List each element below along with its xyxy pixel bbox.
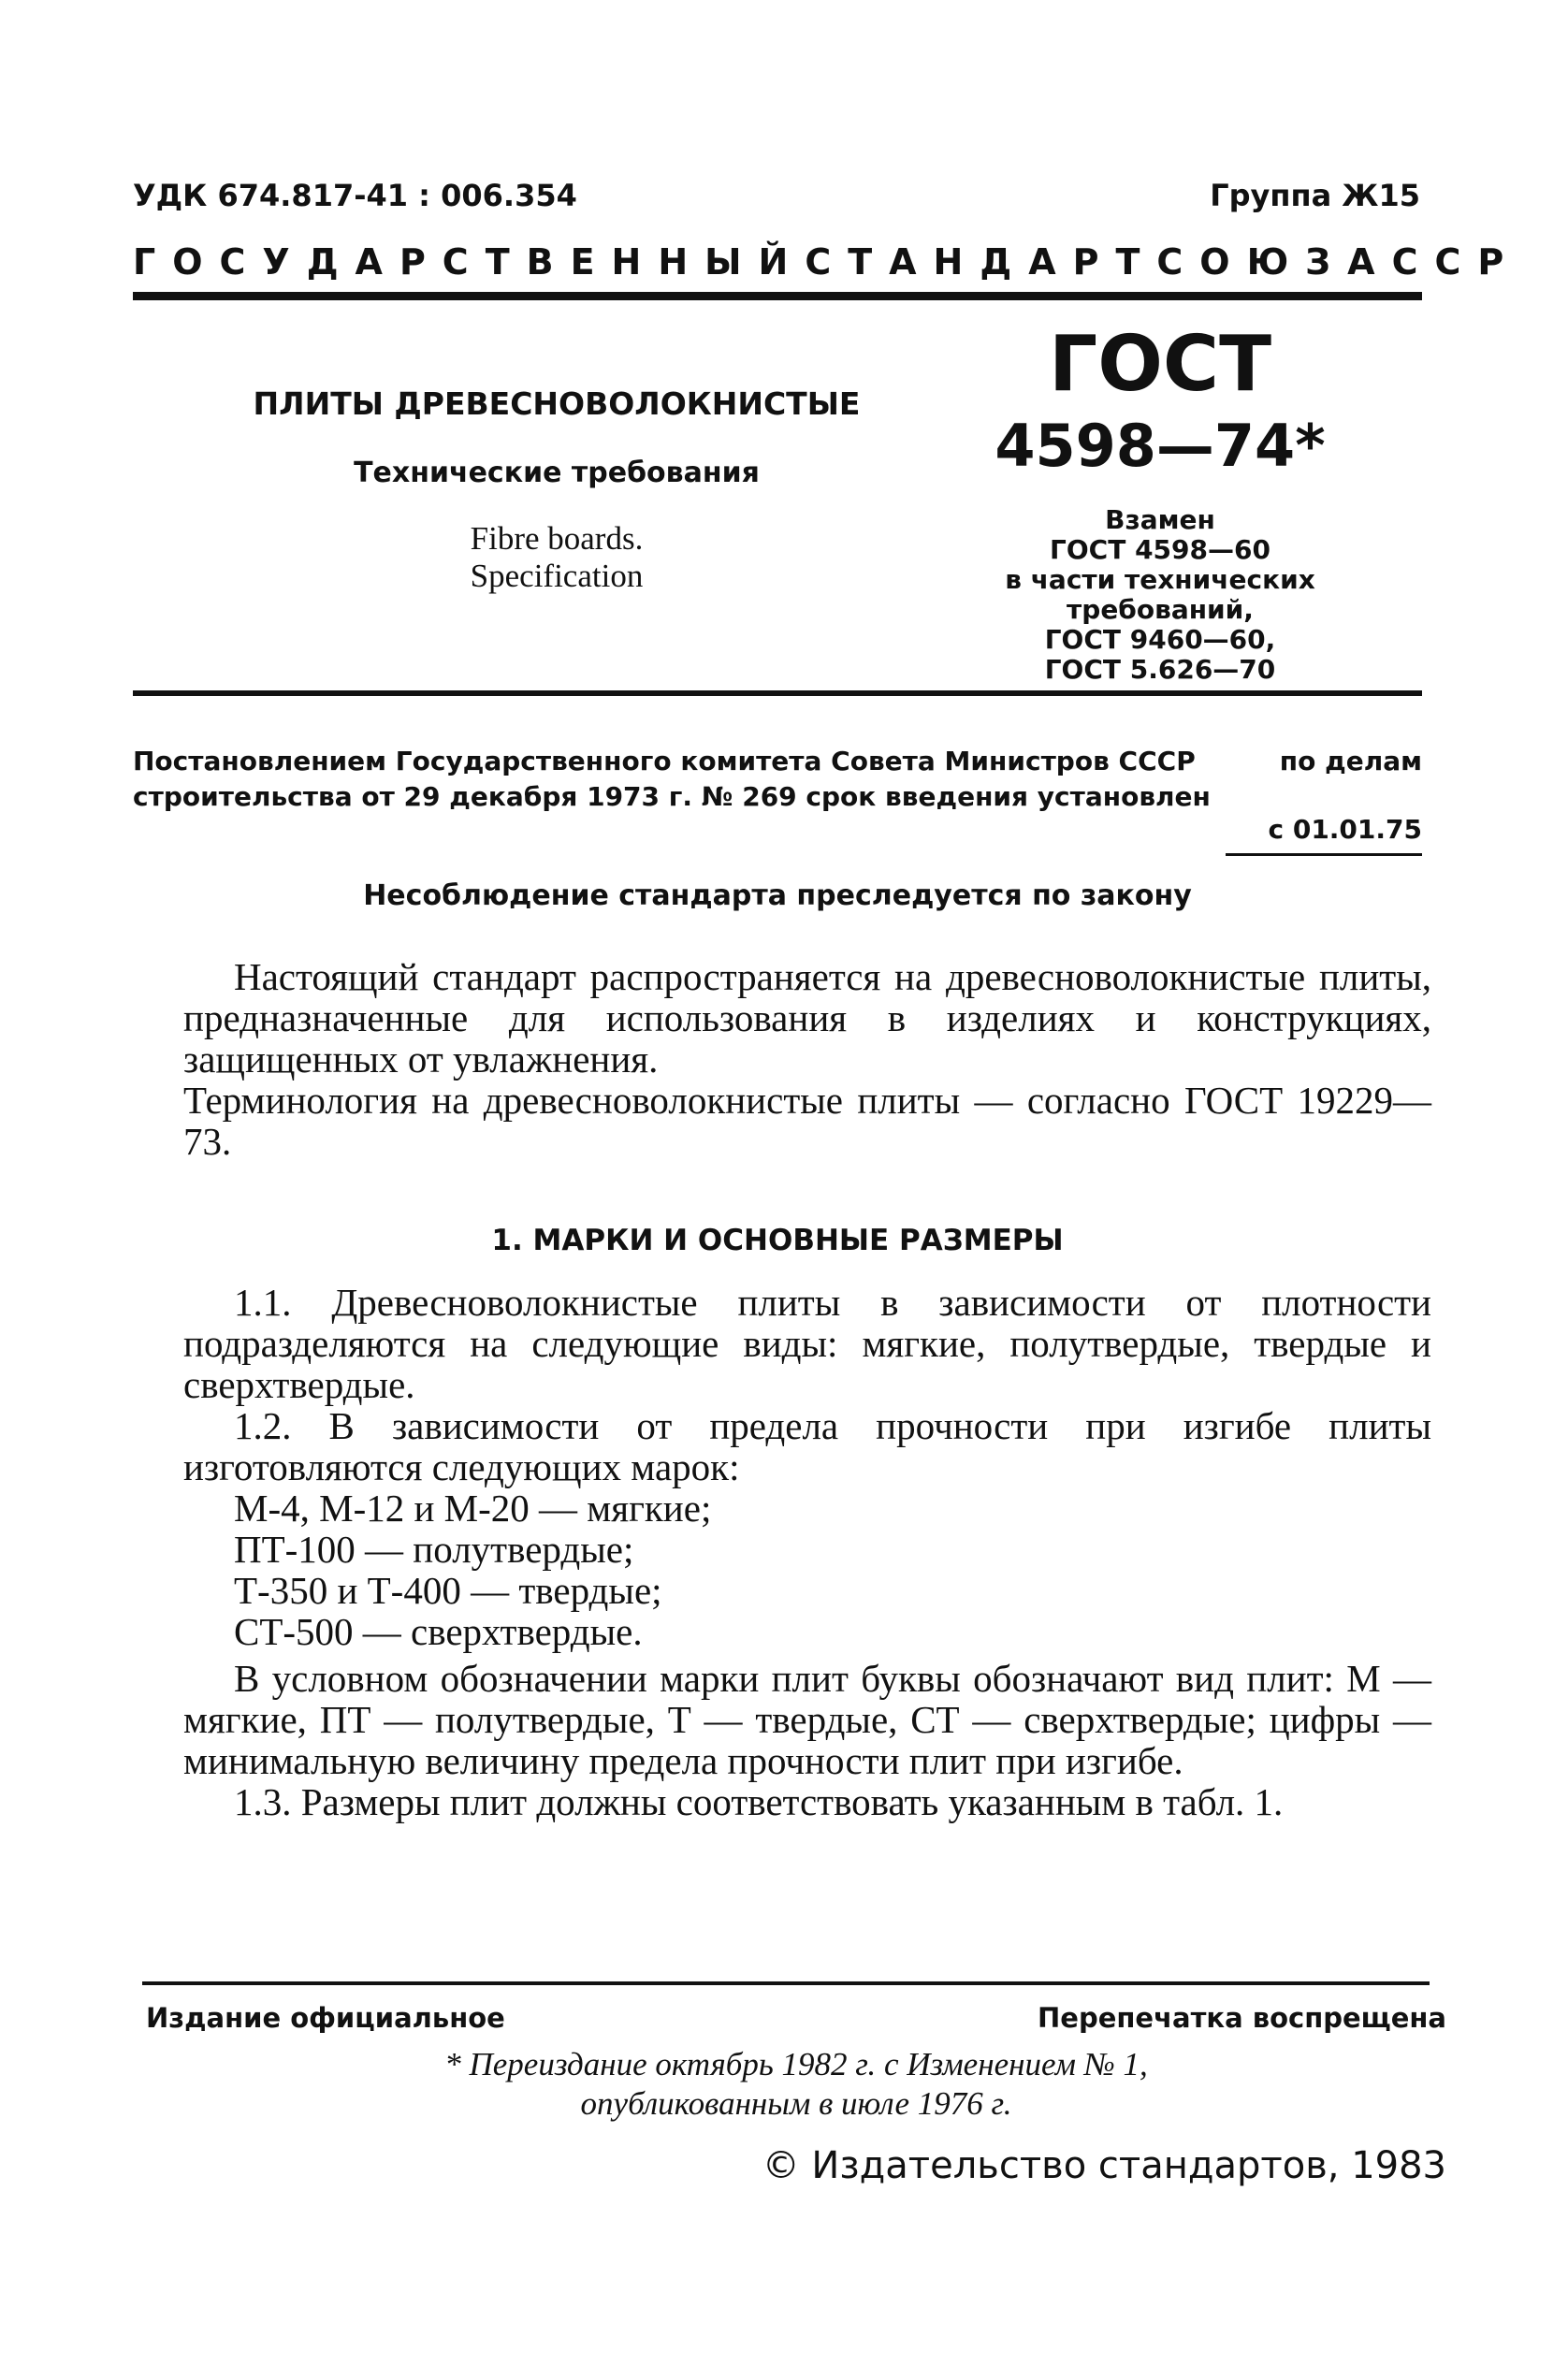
group-code: Группа Ж15 <box>1210 178 1420 213</box>
english-title <box>253 520 861 595</box>
document-subtitle: Технические требования <box>354 457 760 489</box>
replaces-line: требований, <box>1067 594 1254 625</box>
footer-rule <box>142 1981 1430 1985</box>
footnote-line-1: * Переиздание октябрь 1982 г. с Изменением № 1, <box>444 2046 1148 2082</box>
replaces-line: ГОСТ 4598—60 <box>1050 534 1270 565</box>
copyright: © Издательство стандартов, 1983 <box>762 2144 1446 2187</box>
replaces-line: Взамен <box>1105 504 1215 535</box>
section-heading: 1. МАРКИ И ОСНОВНЫЕ РАЗМЕРЫ <box>491 1224 1064 1257</box>
decree-text <box>133 744 1422 815</box>
decree-line-2: строительства от 29 декабря 1973 г. № 269 срок введения установлен <box>133 781 1211 812</box>
intro-block <box>183 956 1431 1162</box>
banner-word-3: СОЮЗА <box>1156 241 1392 283</box>
grades-list <box>183 1487 1431 1652</box>
designation-paragraph: В условном обозначении марки плит буквы обозначают вид плит: М — мягкие, ПТ — полутвердые, Т — твердые, СТ — сверхтвердые; цифры — минимальную величину предела прочности плит при изгибе. <box>183 1657 1431 1782</box>
grade-item: ПТ-100 — полутвердые; <box>234 1528 634 1571</box>
decree-line-1: Постановлением Государственного комитета Совета Министров СССР <box>133 746 1196 776</box>
law-notice: Несоблюдение стандарта преследуется по закону <box>363 879 1192 912</box>
replaces-line: ГОСТ 5.626—70 <box>1044 654 1276 685</box>
replaces-block <box>973 505 1347 685</box>
reprint-notice: Перепечатка воспрещена <box>1038 2002 1446 2034</box>
clause-1-2: 1.2. В зависимости от предела прочности при изгибе плиты изготовляются следующих марок: <box>183 1404 1431 1488</box>
replaces-line: в части технических <box>1005 564 1315 595</box>
banner-word-4: ССР <box>1391 241 1521 283</box>
section-1-body <box>183 1282 1431 1822</box>
effective-date-underline <box>1226 853 1422 856</box>
english-title-line-2: Specification <box>470 558 644 594</box>
header-bottom-rule <box>133 690 1422 696</box>
banner-word-1: ГОСУДАРСТВЕННЫЙ <box>133 241 806 283</box>
reissue-footnote <box>146 2045 1446 2124</box>
gost-number: 4598—74* <box>995 412 1326 480</box>
effective-date: с 01.01.75 <box>1268 814 1422 845</box>
state-standard-banner <box>133 241 1521 283</box>
decree-line-1-end: по делам <box>1279 746 1422 776</box>
gost-label: ГОСТ <box>1048 320 1272 409</box>
intro-paragraph: Настоящий стандарт распространяется на древесноволокнистые плиты, предназначенные для использования в изделиях и конструкциях, защищенных от увлажнения. <box>183 955 1431 1081</box>
official-edition: Издание официальное <box>146 2002 505 2034</box>
banner-word-2: СТАНДАРТ <box>805 241 1157 283</box>
replaces-line: ГОСТ 9460—60, <box>1044 624 1276 655</box>
grade-item: СТ-500 — сверхтвердые. <box>234 1610 643 1653</box>
clause-1-1: 1.1. Древесноволокнистые плиты в зависимости от плотности подразделяются на следующие виды: мягкие, полутвердые, твердые и сверхтвердые. <box>183 1281 1431 1406</box>
top-rule <box>133 292 1422 300</box>
document-title: ПЛИТЫ ДРЕВЕСНОВОЛОКНИСТЫЕ <box>253 385 861 422</box>
footnote-line-2: опубликованным в июле 1976 г. <box>580 2085 1012 2122</box>
clause-1-3: 1.3. Размеры плит должны соответствовать указанным в табл. 1. <box>234 1780 1284 1823</box>
english-title-line-1: Fibre boards. <box>470 520 644 557</box>
terminology-paragraph: Терминология на древесноволокнистые плиты — согласно ГОСТ 19229—73. <box>183 1079 1431 1163</box>
grade-item: Т-350 и Т-400 — твердые; <box>234 1569 662 1612</box>
grade-item: М-4, М-12 и М-20 — мягкие; <box>234 1487 712 1530</box>
udk-code: УДК 674.817-41 : 006.354 <box>133 178 577 213</box>
